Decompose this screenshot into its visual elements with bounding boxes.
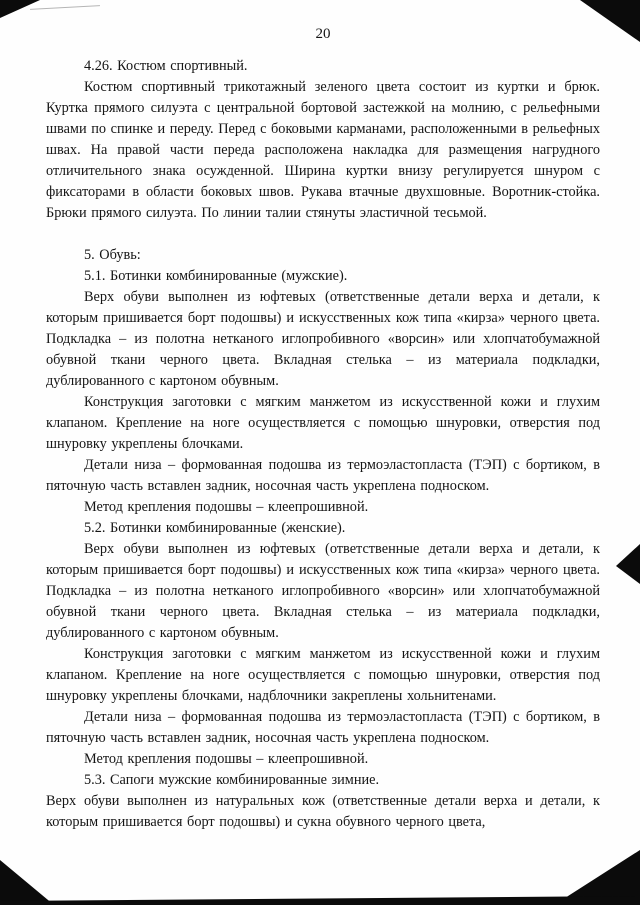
para-5-1-method: Метод крепления подошвы – клеепрошивной.: [84, 499, 369, 515]
scan-artifact-bottom-left: [0, 860, 54, 905]
para-5-3-upper: Верх обуви выполнен из натуральных кож (ответственные детали верха и детали, к которым пришивается борт подошвы) и сукна обувного черного цвета,: [46, 793, 600, 830]
heading-5-2: 5.2. Ботинки комбинированные (женские).: [84, 520, 346, 536]
heading-4-26: 4.26. Костюм спортивный.: [84, 58, 248, 74]
heading-5-3: 5.3. Сапоги мужские комбинированные зимние.: [84, 772, 380, 788]
para-5-2-upper: Верх обуви выполнен из юфтевых (ответственные детали верха и детали, к которым пришивается борт подошвы) и искусственных кож типа «кирза» черного цвета. Подкладка – из полотна нетканого иглопробивного «ворсин» или хлопчатобумажной обувной ткани черного цвета. Вкладная стелька – из материала подкладки, дублированного с картоном обувным.: [46, 541, 600, 641]
document-content: [46, 24, 600, 833]
para-5-2-construction: Конструкция заготовки с мягким манжетом из искусственной кожи и глухим клапаном. Крепление на ноге осуществляется с помощью шнуровки, отверстия под шнуровку укреплены блочками, надблочники закреплены хольнитенами.: [46, 646, 600, 704]
heading-5-1: 5.1. Ботинки комбинированные (мужские).: [84, 268, 348, 284]
heading-5-footwear: 5. Обувь:: [84, 247, 141, 263]
page-number: 20: [315, 26, 331, 42]
para-sport-suit: Костюм спортивный трикотажный зеленого цвета состоит из куртки и брюк. Куртка прямого силуэта с центральной бортовой застежкой на молнию, с рельефными швами по спинке и переду. Перед с боковыми карманами, расположенными в рельефных швах. На правой части переда расположена накладка для размещения нагрудного отличительного знака осужденной. Ширина куртки внизу регулируется шнуром с фиксаторами в области боковых швов. Рукава втачные двухшовные. Воротник-стойка. Брюки прямого силуэта. По линии талии стянуты эластичной тесьмой.: [46, 79, 600, 221]
para-5-2-bottom: Детали низа – формованная подошва из термоэластопласта (ТЭП) с бортиком, в пяточную часть вставлен задник, носочная часть укреплена подноском.: [46, 709, 600, 746]
para-5-1-construction: Конструкция заготовки с мягким манжетом из искусственной кожи и глухим клапаном. Крепление на ноге осуществляется с помощью шнуровки, отверстия под шнуровку укреплены блочками.: [46, 394, 600, 452]
scan-artifact-right-middle: [616, 544, 640, 584]
scan-artifact-bottom-edge: [0, 896, 640, 905]
para-5-2-method: Метод крепления подошвы – клеепрошивной.: [84, 751, 369, 767]
scan-artifact-top-left-line: [30, 5, 100, 10]
para-5-1-bottom: Детали низа – формованная подошва из термоэластопласта (ТЭП) с бортиком, в пяточную часть вставлен задник, носочная часть укреплена подноском.: [46, 457, 600, 494]
para-5-1-upper: Верх обуви выполнен из юфтевых (ответственные детали верха и детали, к которым пришивается борт подошвы) и искусственных кож типа «кирза» черного цвета. Подкладка – из полотна нетканого иглопробивного «ворсин» или хлопчатобумажной обувной ткани черного цвета. Вкладная стелька – из материала подкладки, дублированного с картоном обувным.: [46, 289, 600, 389]
